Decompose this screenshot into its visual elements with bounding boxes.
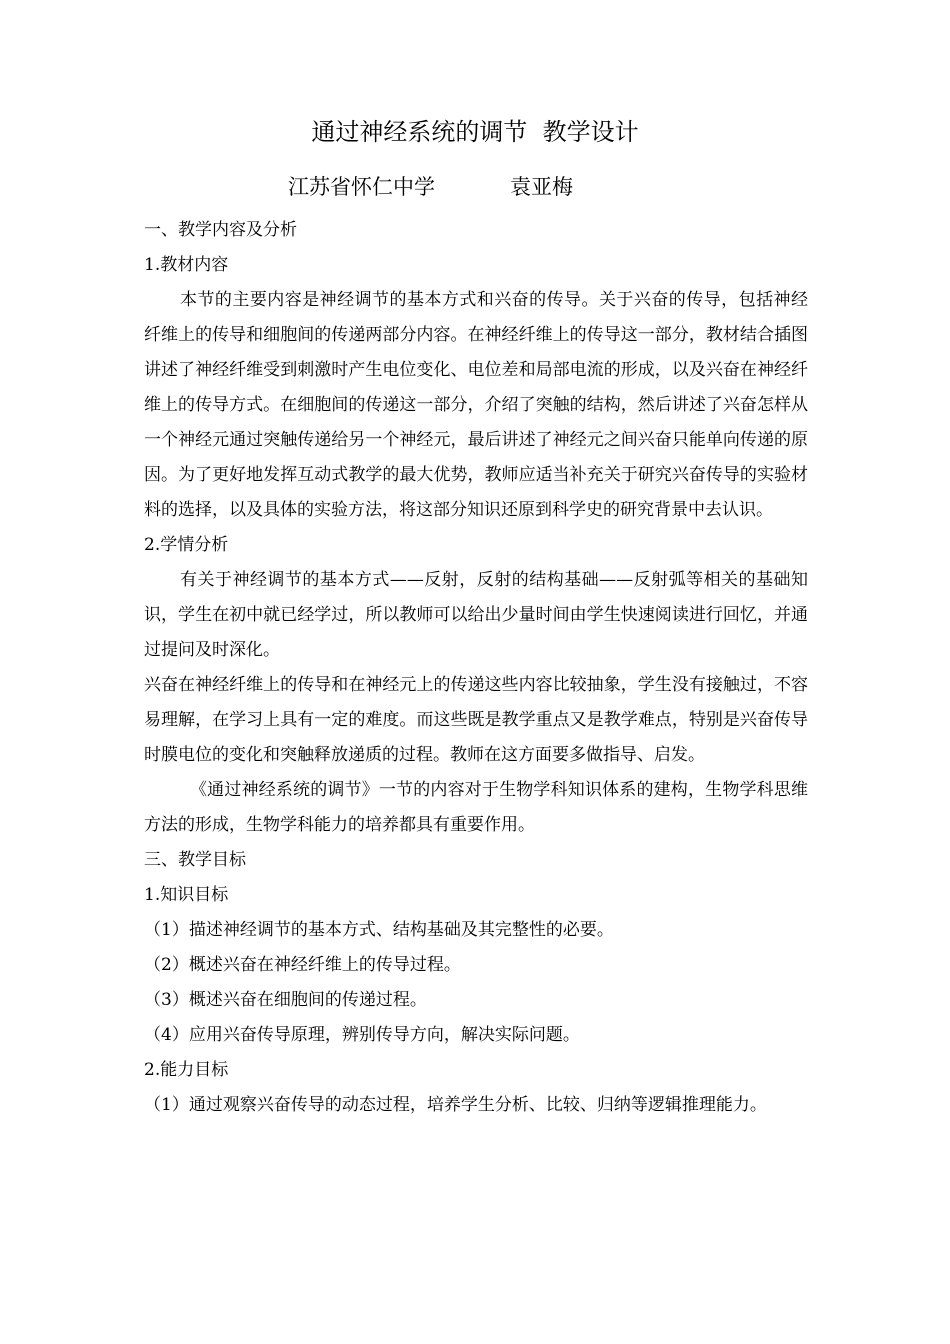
- list-item: （1）通过观察兴奋传导的动态过程，培养学生分析、比较、归纳等逻辑推理能力。: [144, 1095, 767, 1115]
- school-name: 江苏省怀仁中学: [288, 175, 435, 199]
- author-name: 袁亚梅: [510, 175, 573, 199]
- subsection-heading: 2.能力目标: [144, 1060, 229, 1080]
- subsection-heading: 1.教材内容: [144, 255, 229, 275]
- list-item: （1）描述神经调节的基本方式、结构基础及其完整性的必要。: [144, 920, 614, 940]
- list-item: （3）概述兴奋在细胞间的传递过程。: [144, 990, 427, 1010]
- subsection-heading: 1.知识目标: [144, 885, 229, 905]
- subsection-heading: 2.学情分析: [144, 535, 229, 555]
- list-item: （2）概述兴奋在神经纤维上的传导过程。: [144, 955, 461, 975]
- section-heading: 一、教学内容及分析: [144, 220, 297, 240]
- paragraph: 兴奋在神经纤维上的传导和在神经元上的传递这些内容比较抽象，学生没有接触过，不容易理解，在学习上具有一定的难度。而这些既是教学重点又是教学难点，特别是兴奋传导时膜电位的变化和突触释放递质的过程。教师在这方面要多做指导、启发。: [144, 675, 808, 765]
- document-body: [144, 213, 808, 1123]
- document-title: 通过神经系统的调节 教学设计: [311, 118, 639, 146]
- paragraph: 本节的主要内容是神经调节的基本方式和兴奋的传导。关于兴奋的传导，包括神经纤维上的传导和细胞间的传递两部分内容。在神经纤维上的传导这一部分，教材结合插图讲述了神经纤维受到刺激时产生电位变化、电位差和局部电流的形成，以及兴奋在神经纤维上的传导方式。在细胞间的传递这一部分，介绍了突触的结构，然后讲述了兴奋怎样从一个神经元通过突触传递给另一个神经元，最后讲述了神经元之间兴奋只能单向传递的原因。为了更好地发挥互动式教学的最大优势，教师应适当补充关于研究兴奋传导的实验材料的选择，以及具体的实验方法，将这部分知识还原到科学史的研究背景中去认识。: [144, 290, 808, 520]
- author-line: [0, 170, 950, 204]
- section-heading: 三、教学目标: [144, 850, 246, 870]
- paragraph: 有关于神经调节的基本方式——反射，反射的结构基础——反射弧等相关的基础知识，学生在初中就已经学过，所以教师可以给出少量时间由学生快速阅读进行回忆，并通过提问及时深化。: [144, 570, 808, 660]
- paragraph: 《通过神经系统的调节》一节的内容对于生物学科知识体系的建构，生物学科思维方法的形成，生物学科能力的培养都具有重要作用。: [144, 780, 808, 835]
- list-item: （4）应用兴奋传导原理，辨别传导方向，解决实际问题。: [144, 1025, 580, 1045]
